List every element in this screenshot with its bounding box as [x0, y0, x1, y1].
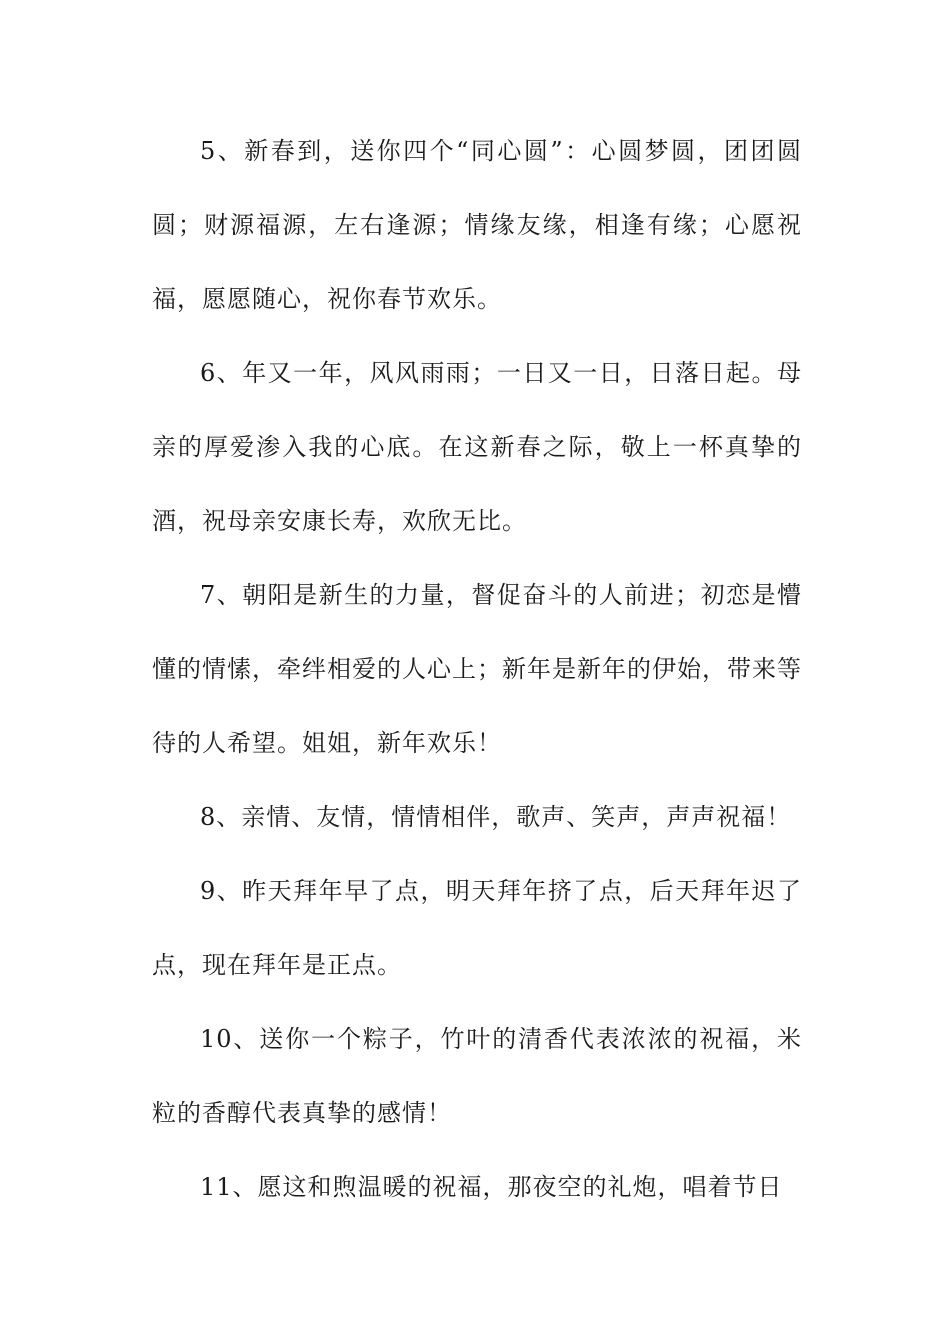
paragraph-5: 5、新春到，送你四个“同心圆”：心圆梦圆，团团圆圆；财源福源，左右逢源；情缘友缘，相逢有缘；心愿祝福，愿愿随心，祝你春节欢乐。 — [152, 137, 802, 313]
paragraph-10: 10、送你一个粽子，竹叶的清香代表浓浓的祝福，米粒的香醇代表真挚的感情！ — [152, 1025, 802, 1127]
paragraph-11: 11、愿这和煦温暖的祝福，那夜空的礼炮，唱着节日 — [200, 1173, 783, 1201]
paragraph-9: 9、昨天拜年早了点，明天拜年挤了点，后天拜年迟了点，现在拜年是正点。 — [152, 877, 802, 979]
paragraph-8: 8、亲情、友情，情情相伴，歌声、笑声，声声祝福！ — [200, 803, 792, 831]
paragraph-6: 6、年又一年，风风雨雨；一日又一日，日落日起。母亲的厚爱渗入我的心底。在这新春之际，敬上一杯真挚的酒，祝母亲安康长寿，欢欣无比。 — [152, 359, 802, 535]
document-body — [152, 114, 802, 1224]
paragraph-7: 7、朝阳是新生的力量，督促奋斗的人前进；初恋是懵懂的情愫，牵绊相爱的人心上；新年是新年的伊始，带来等待的人希望。姐姐，新年欢乐！ — [152, 581, 802, 757]
